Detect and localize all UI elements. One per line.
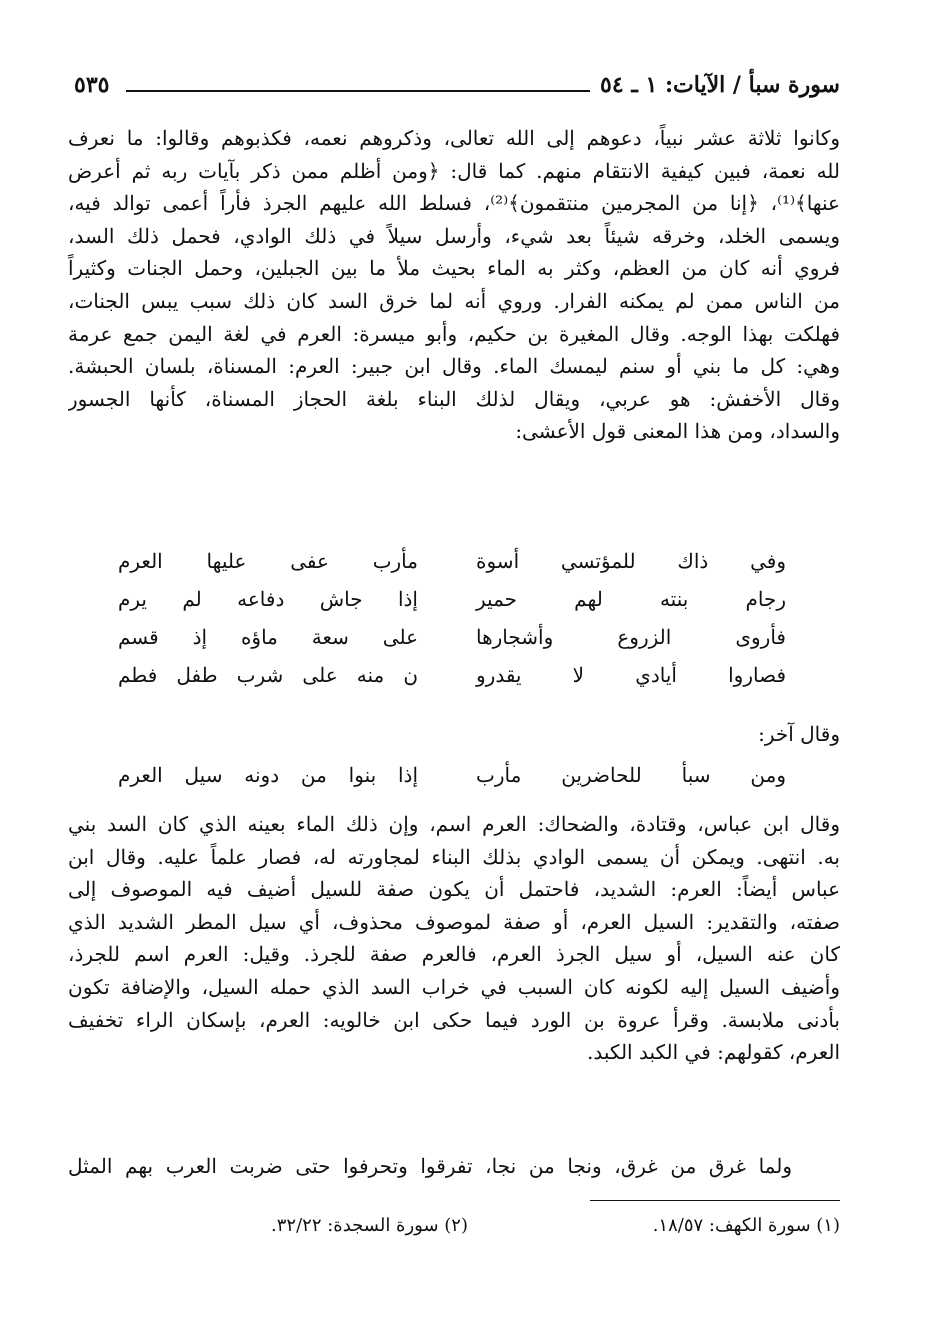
page-number: ٥٣٥ — [74, 72, 110, 98]
poem-verse — [68, 756, 840, 794]
text-line: وهي: كل ما بني أو سنم ليمسك الماء. وقال ابن جبير: العرم: المسناة، بلسان الحبشة. — [68, 354, 840, 379]
text-line: من الناس ممن لم يمكنه الفرار. وروي أنه لما خرق السد كان ذلك سبب يبس الجنات، — [68, 288, 840, 313]
footnote-rule — [590, 1200, 840, 1201]
text-line: ولما غرق من غرق، ونجا من نجا، تفرقوا وتحرفوا حتى ضربت العرب بهم المثل — [68, 1154, 792, 1178]
header-rule — [126, 90, 590, 92]
verse-second-hemistich: على سعة ماؤه إذ قسم — [118, 625, 418, 649]
paragraph-2 — [68, 808, 840, 1069]
paragraph-3 — [68, 1150, 840, 1183]
poem-al-asha — [68, 542, 840, 694]
text-line: عباس أيضاً: العرم: الشديد، فاحتمل أن يكون صفة للسيل أضيف فيه الموصوف إلى — [68, 877, 840, 902]
text-line: وقال ابن عباس، وقتادة، والضحاك: العرم اسم، وإن ذلك الماء بعينه الذي كان السد بني — [68, 812, 840, 836]
text-line: بأدنى ملابسة. وقرأ عروة بن الورد فيما حكى ابن خالويه: العرم، بإسكان الراء تخفيف — [68, 1007, 840, 1032]
text-line: لله نعمة، فبين كيفية الانتقام منهم. كما قال: ﴿ومن أظلم ممن ذكر بآيات ربه ثم أعرض — [68, 158, 840, 183]
verse-first-hemistich: ومن سبأ للحاضرين مأرب — [476, 763, 786, 787]
book-page — [68, 70, 840, 1270]
verse-second-hemistich: إذا جاش دفاعه لم يرم — [118, 587, 418, 611]
poem-verse — [68, 656, 840, 694]
verse-first-hemistich: وفي ذاك للمؤتسي أسوة — [476, 549, 786, 573]
text-line: به. انتهى. ويمكن أن يسمى الوادي بذلك البناء لمجاورته له، فصار علماً عليه. وقال ابن — [68, 844, 840, 869]
text-line: وقال الأخفش: هو عربي، ويقال لذلك البناء بلغة الحجاز المسناة، كأنها الجسور — [68, 386, 840, 411]
text-line: صفته، والتقدير: السيل العرم، أو صفة لموصوف محذوف، أي سيل المطر الشديد الذي — [68, 909, 840, 934]
running-title: سورة سبأ / الآيات: ١ ـ ٥٤ — [600, 72, 840, 98]
verse-second-hemistich: ن منه على شرب طفل فطم — [118, 663, 418, 687]
page-header — [68, 70, 840, 110]
text-line: العرم، كقولهم: في الكبد الكبد. — [587, 1040, 840, 1065]
text-line: فروي أنه كان من العظم، وكثر به الماء بحيث ملأ ما بين الجبلين، وحمل الجنات وكثيراً — [68, 256, 840, 281]
text-line: وأضيف السيل إليه لكونه كان السبب في خراب السد الذي حمله السيل، والإضافة تكون — [68, 974, 840, 999]
poem-verse — [68, 618, 840, 656]
another-poet-label: وقال آخر: — [758, 722, 840, 746]
footnotes — [68, 1215, 840, 1245]
footnote-2: (٢) سورة السجدة: ٣٢/٢٢. — [271, 1215, 468, 1236]
text-line: فهلكت بهذا الوجه. وقال المغيرة بن حكيم، وأبو ميسرة: العرم في لغة اليمن جمع عرمة — [68, 321, 840, 346]
text-line: والسداد، ومن هذا المعنى قول الأعشى: — [515, 419, 840, 444]
text-line: وكانوا ثلاثة عشر نبياً، دعوهم إلى الله تعالى، وذكروهم نعمه، فكذبوهم وقالوا: ما نعرف — [68, 126, 840, 150]
verse-second-hemistich: مأرب عفى عليها العرم — [118, 549, 418, 573]
paragraph-1 — [68, 122, 840, 448]
poem-other — [68, 756, 840, 794]
verse-second-hemistich: إذا بنوا من دونه سيل العرم — [118, 763, 418, 787]
poem-verse — [68, 542, 840, 580]
text-line: ويسمى الخلد، وخرقه شيئاً بعد شيء، وأرسل سيلاً في ذلك الوادي، فحمل ذلك السد، — [68, 223, 840, 248]
text-line: كان عنه السيل، أو سيل الجرذ العرم، فالعرم صفة للجرذ. وقيل: العرم اسم للجرذ، — [68, 942, 840, 967]
verse-first-hemistich: رجام بنته لهم حمير — [476, 587, 786, 611]
poem-verse — [68, 580, 840, 618]
verse-first-hemistich: فصاروا أيادي لا يقدرو — [476, 663, 786, 687]
verse-first-hemistich: فأروى الزروع وأشجارها — [476, 625, 786, 649]
text-line: عنها﴾⁽¹⁾، ﴿إنا من المجرمين منتقمون﴾⁽²⁾، فسلط الله عليهم الجرذ فأراً أعمى توالد فيه، — [68, 191, 840, 216]
footnote-1: (١) سورة الكهف: ١٨/٥٧. — [652, 1215, 840, 1236]
